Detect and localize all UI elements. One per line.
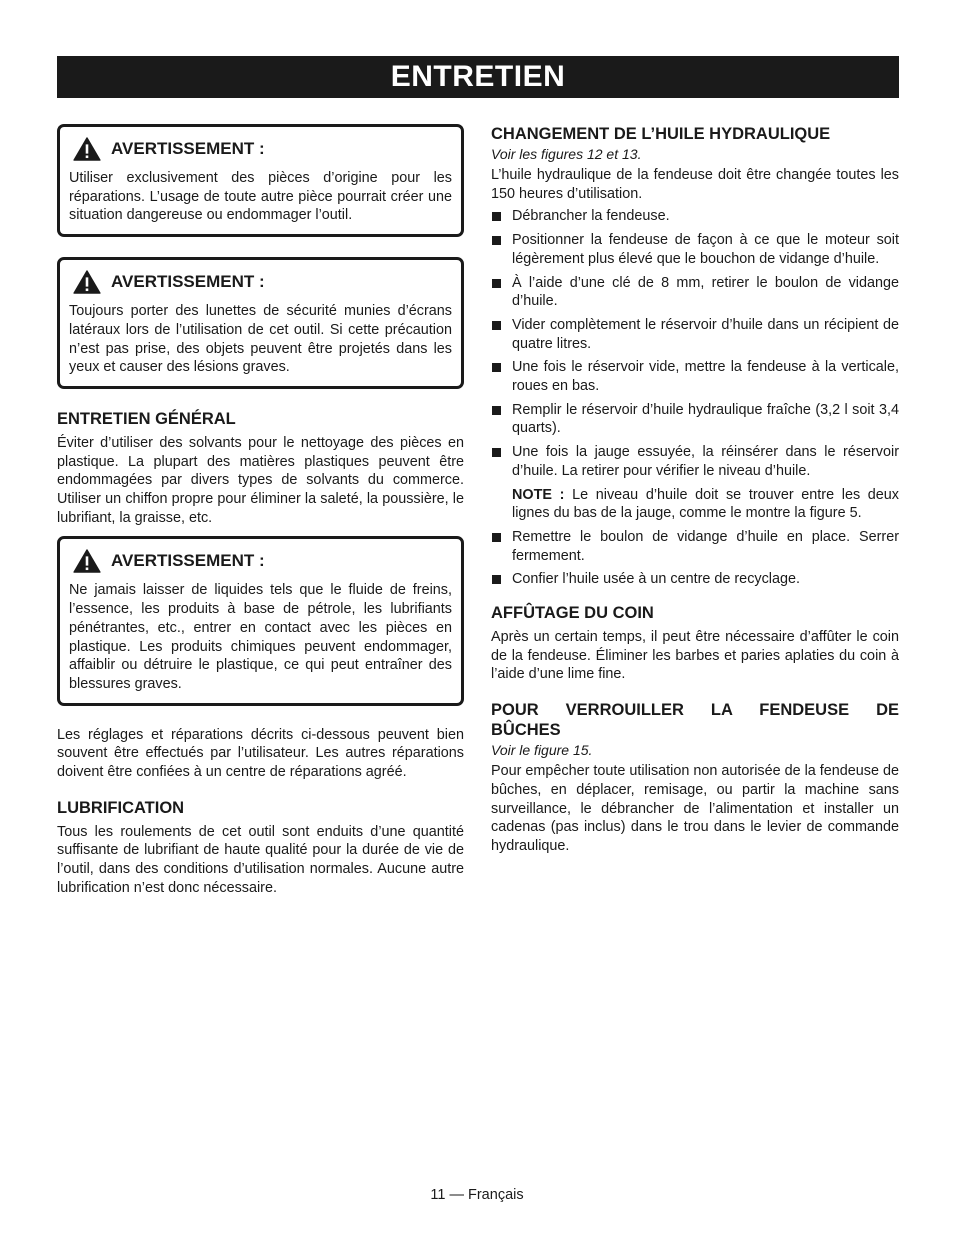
warning-header <box>69 549 452 573</box>
note-text: Le niveau d’huile doit se trouver entre les deux lignes du bas de la jauge, comme le montre la figure 5. <box>512 486 900 522</box>
section-affutage <box>491 603 899 684</box>
warning-triangle-icon <box>72 549 102 573</box>
section-heading: AFFÛTAGE DU COIN <box>491 604 654 623</box>
reglages-paragraph: Les réglages et réparations décrits ci-dessous peuvent bien souvent être effectués par l’utilisateur. Les autres réparations doivent être confiées à un centre de réparations agréé. <box>57 726 464 781</box>
right-column <box>491 124 899 856</box>
square-bullet-icon <box>492 575 501 584</box>
section-text: Éviter d’utiliser des solvants pour le nettoyage des pièces en plastique. La plupart des matières plastiques peuvent être endommagées par divers types de solvants du commerce. Utiliser un chiffon propre pour éliminer la saleté, la poussière, le lubrifiant, la graisse, etc. <box>57 434 464 526</box>
step-text: À l’aide d’une clé de 8 mm, retirer le boulon de vidange d’huile. <box>512 274 899 310</box>
square-bullet-icon <box>492 321 501 330</box>
warning-triangle-icon <box>72 137 102 161</box>
warning-header <box>69 137 452 161</box>
section-heading: LUBRIFICATION <box>57 798 185 817</box>
page-footer: 11 — Français <box>430 1187 524 1203</box>
list-item <box>491 401 899 438</box>
section-text: Tous les roulements de cet outil sont enduits d’une quantité suffisante de lubrifiant de haute qualité pour la durée de vie de l’outil, dans des conditions d’utilisation normales. Aucune autre lubrification n’est donc nécessaire. <box>57 823 464 896</box>
section-huile-hydraulique <box>491 124 899 589</box>
step-text: Remplir le réservoir d’huile hydraulique fraîche (3,2 l soit 3,4 quarts). <box>512 401 899 437</box>
step-text: Remettre le boulon de vidange d’huile en place. Serrer fermement. <box>512 528 899 564</box>
steps-list-continued <box>491 528 899 589</box>
list-item <box>491 443 899 480</box>
section-heading: CHANGEMENT DE L’HUILE HYDRAULIQUE <box>491 125 831 143</box>
note-label: NOTE : <box>512 486 565 503</box>
list-item <box>491 274 899 311</box>
figure-reference: Voir les figures 12 et 13. <box>491 146 642 162</box>
note-paragraph <box>491 486 899 523</box>
section-verrouiller <box>491 700 899 856</box>
warning-title: AVERTISSEMENT : <box>111 139 265 158</box>
warning-box-3 <box>57 536 464 705</box>
warning-box-2 <box>57 257 464 389</box>
section-lubrification <box>57 798 464 898</box>
square-bullet-icon <box>492 279 501 288</box>
square-bullet-icon <box>492 236 501 245</box>
warning-title: AVERTISSEMENT : <box>111 551 265 571</box>
square-bullet-icon <box>492 406 501 415</box>
step-text: Vider complètement le réservoir d’huile dans un récipient de quatre litres. <box>512 316 899 352</box>
square-bullet-icon <box>492 533 501 542</box>
square-bullet-icon <box>492 448 501 457</box>
step-text: Une fois la jauge essuyée, la réinsérer dans le réservoir d’huile. La retirer pour vérifier le niveau d’huile. <box>512 444 899 479</box>
warning-box-1 <box>57 124 464 237</box>
page-title: ENTRETIEN <box>390 60 566 93</box>
square-bullet-icon <box>492 212 501 221</box>
page-title-banner <box>57 56 899 98</box>
section-entretien-general <box>57 409 464 528</box>
list-item <box>491 528 899 565</box>
step-text: Confier l’huile usée à un centre de recyclage. <box>512 571 800 588</box>
step-text: Une fois le réservoir vide, mettre la fendeuse à la verticale, roues en bas. <box>512 359 899 395</box>
list-item <box>491 358 899 395</box>
steps-list <box>491 207 899 480</box>
square-bullet-icon <box>492 363 501 372</box>
warning-text: Utiliser exclusivement des pièces d’origine pour les réparations. L’usage de toute autre pièce pourrait créer une situation dangereuse ou endommager l’outil. <box>69 170 452 224</box>
section-text: Pour empêcher toute utilisation non autorisée de la fendeuse de bûches, en déplacer, remisage, ou partir la machine sans surveillance, le débrancher de l’alimentation et installer un cadenas (pas inclus) dans le trou dans le levier de commande hydraulique. <box>491 763 900 854</box>
list-item <box>491 316 899 353</box>
section-text: Après un certain temps, il peut être nécessaire d’affûter le coin de la fendeuse. Éliminer les barbes et paries aplaties du coin à l’aide d’une lime fine. <box>491 629 899 683</box>
list-item <box>491 570 899 589</box>
warning-title: AVERTISSEMENT : <box>111 272 265 292</box>
warning-text: Toujours porter des lunettes de sécurité munies d’écrans latéraux lors de l’utilisation de cet outil. Si cette précaution n’est pas prise, des objets peuvent être projetés dans les yeux et causer des lésions graves. <box>69 303 452 376</box>
section-heading: POUR VERROUILLER LA FENDEUSE DE BÛCHES <box>491 701 899 740</box>
figure-reference: Voir le figure 15. <box>491 742 593 759</box>
section-intro: L’huile hydraulique de la fendeuse doit être changée toutes les 150 heures d’utilisation. <box>491 167 899 202</box>
warning-triangle-icon <box>72 270 102 294</box>
warning-text: Ne jamais laisser de liquides tels que le fluide de freins, l’essence, les produits à base de pétrole, les lubrifiants pénétrantes, etc., entrer en contact avec les pièces en plastique. Les produits chimiques peuvent endommager, affaiblir ou détruire le plastique, ce qui peut entraîner des blessures graves. <box>69 582 452 692</box>
section-heading: ENTRETIEN GÉNÉRAL <box>57 409 236 428</box>
step-text: Débrancher la fendeuse. <box>512 208 670 225</box>
step-text: Positionner la fendeuse de façon à ce que le moteur soit légèrement plus élevé que le bouchon de vidange d’huile. <box>512 232 899 267</box>
list-item <box>491 231 899 268</box>
warning-header <box>69 270 452 294</box>
left-column <box>57 124 464 898</box>
list-item <box>491 207 899 226</box>
